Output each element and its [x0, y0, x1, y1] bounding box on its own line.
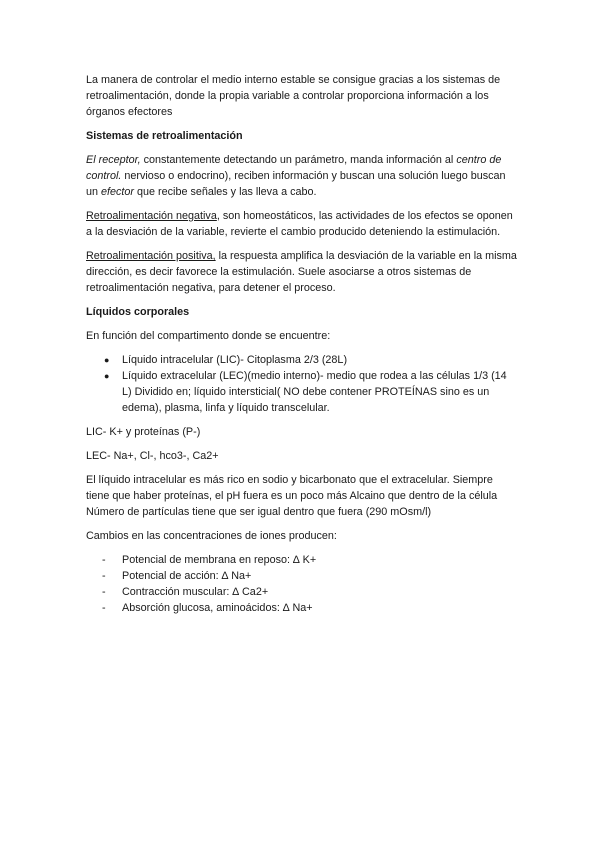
dash-icon: - [102, 602, 106, 614]
receptor-text-2: nervioso o endocrino), reciben información y buscan una solución luego buscan un [86, 170, 506, 198]
negativa-paragraph [86, 208, 518, 240]
list-item-text: Potencial de membrana en reposo: ∆ K+ [122, 554, 317, 566]
intracelular-paragraph: El líquido intracelular es más rico en sodio y bicarbonato que el extracelular. Siempre tiene que haber proteínas, el pH fuera es un poco más Alcaino que dentro de la célula Número de partículas tiene que ser igual dentro que fuera (290 mOsm/l) [86, 474, 498, 518]
heading-liquidos-corporales: Líquidos corporales [86, 306, 190, 318]
positiva-paragraph [86, 248, 518, 296]
dash-icon: - [102, 570, 106, 582]
lic-line: LIC- K+ y proteínas (P-) [86, 426, 201, 438]
ion-changes-list [86, 552, 518, 616]
dash-icon: - [102, 554, 106, 566]
list-item [86, 600, 518, 616]
compartments-list [86, 352, 518, 416]
positiva-text: la respuesta amplifica la desviación de la variable en la misma dirección, es decir favorece la estimulación. Suele asociarse a otros sistemas de retroalimentación negativa, para detener el proceso. [86, 250, 517, 294]
receptor-text-3: que recibe señales y las lleva a cabo. [134, 186, 317, 198]
list-item [86, 368, 518, 416]
list-item [86, 584, 518, 600]
list-item-text: Potencial de acción: ∆ Na+ [122, 570, 252, 582]
receptor-text-1: constantemente detectando un parámetro, manda información al [140, 154, 457, 166]
dash-icon: - [102, 586, 106, 598]
list-item-text: Contracción muscular: ∆ Ca2+ [122, 586, 269, 598]
centro-control-term: centro de control. [86, 154, 502, 182]
negativa-text: , son homeostáticos, las actividades de los efectos se oponen a la desviación de la variable, revierte el cambio producido deteniendo la estimulación. [86, 210, 513, 238]
list-item-text: Líquido intracelular (LIC)- Citoplasma 2/3 (28L) [122, 354, 348, 366]
list-item-text: Absorción glucosa, aminoácidos: ∆ Na+ [122, 602, 313, 614]
intro-paragraph: La manera de controlar el medio interno estable se consigue gracias a los sistemas de retroalimentación, donde la propia variable a controlar proporciona información a los órganos efectores [86, 74, 501, 118]
compartimento-paragraph: En función del compartimento donde se encuentre: [86, 330, 331, 342]
negativa-term: Retroalimentación negativa [86, 210, 217, 222]
receptor-paragraph [86, 152, 518, 200]
list-item [86, 552, 518, 568]
receptor-term: El receptor, [86, 154, 141, 166]
positiva-term: Retroalimentación positiva, [86, 250, 216, 262]
list-item [86, 352, 518, 368]
heading-sistemas-retroalimentacion: Sistemas de retroalimentación [86, 130, 243, 142]
document-page [86, 72, 518, 616]
list-item [86, 568, 518, 584]
bullet-icon: ● [104, 371, 110, 381]
efector-term: efector [101, 186, 135, 198]
list-item-text: Líquido extracelular (LEC)(medio interno)- medio que rodea a las células 1/3 (14 L) Dividido en; líquido intersticial( NO debe contener PROTEÍNAS sino es un edema), plasma, linfa y líquido transcelular. [122, 370, 507, 414]
cambios-paragraph: Cambios en las concentraciones de iones producen: [86, 530, 337, 542]
bullet-icon: ● [104, 355, 110, 365]
lec-line: LEC- Na+, Cl-, hco3-, Ca2+ [86, 450, 219, 462]
